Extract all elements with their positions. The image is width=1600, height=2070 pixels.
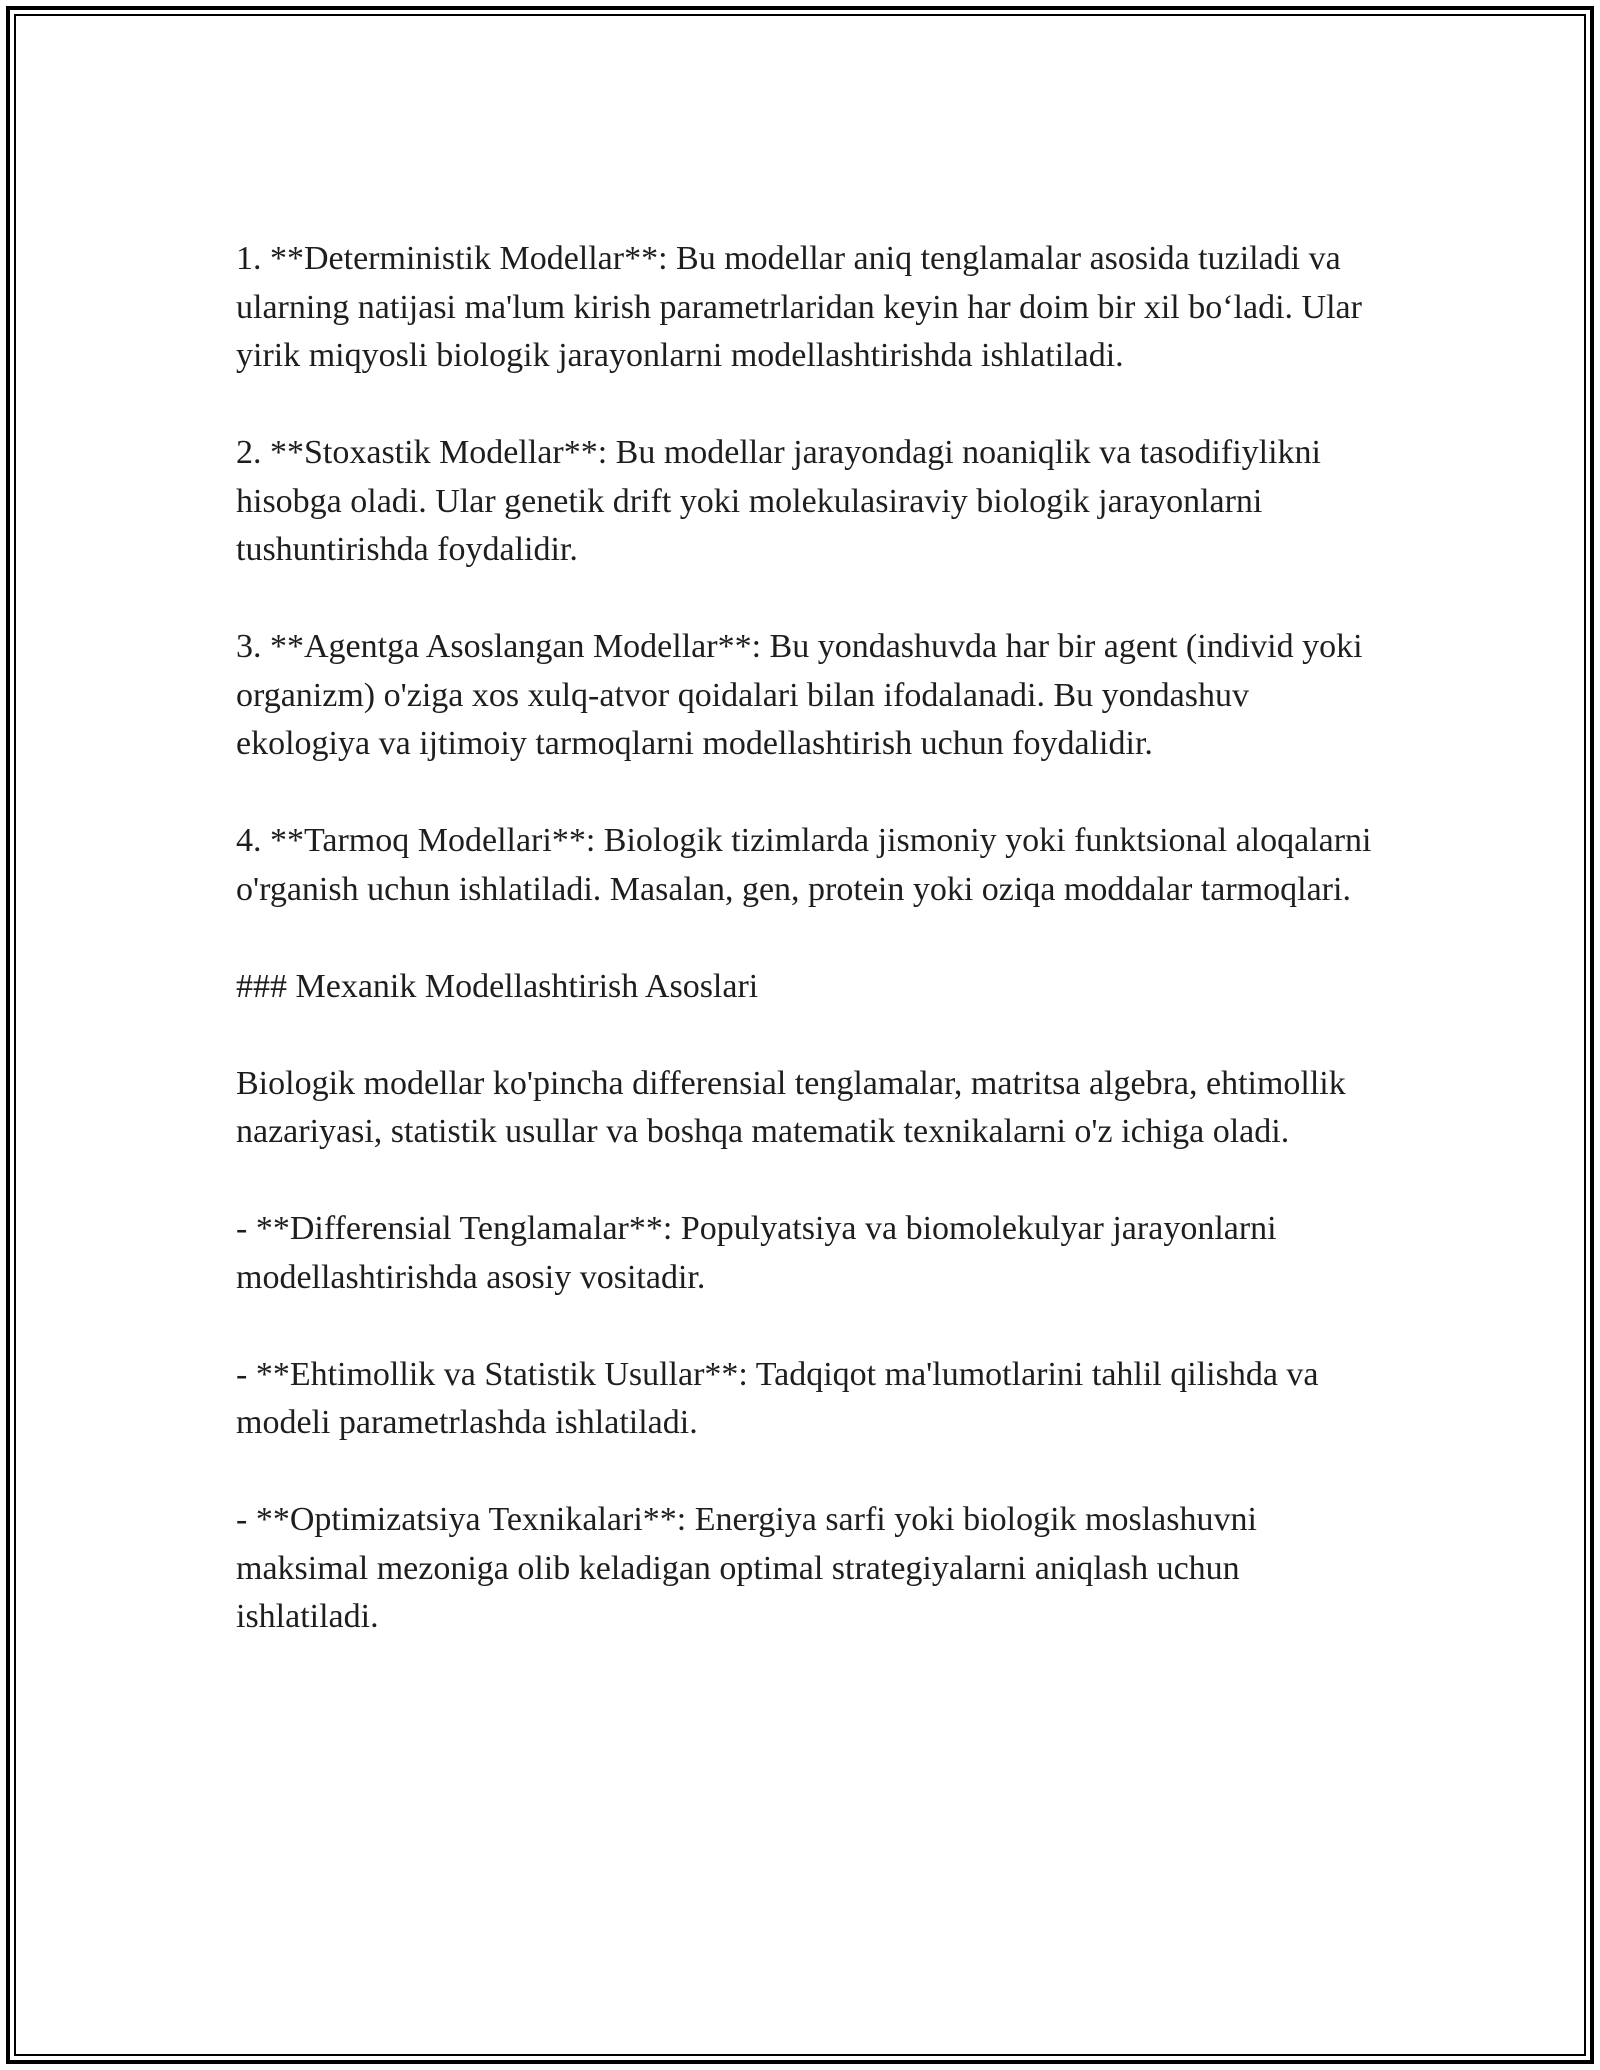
paragraph-intro: Biologik modellar ko'pincha differensial tenglamalar, matritsa algebra, ehtimollik nazariyasi, statistik usullar va boshqa matematik texnikalarni o'z ichiga oladi. bbox=[236, 1064, 1346, 1150]
paragraph-deterministic-models: 1. **Deterministik Modellar**: Bu modellar aniq tenglamalar asosida tuziladi va ularning natijasi ma'lum kirish parametrlaridan keyin har doim bir xil bo‘ladi. Ular yirik miqyosli biologik jarayonlarni modellashtirishda ishlatiladi. bbox=[236, 240, 1362, 374]
list-item-differential-equations: - **Differensial Tenglamalar**: Populyatsiya va biomolekulyar jarayonlarni modellashtirishda asosiy vositadir. bbox=[236, 1210, 1277, 1296]
list-item-optimization: - **Optimizatsiya Texnikalari**: Energiya sarfi yoki biologik moslashuvni maksimal mezoniga olib keladigan optimal strategiyalarni aniqlash uchun ishlatiladi. bbox=[236, 1501, 1257, 1635]
section-heading: ### Mexanik Modellashtirish Asoslari bbox=[236, 967, 759, 1005]
paragraph-stochastic-models: 2. **Stoxastik Modellar**: Bu modellar jarayondagi noaniqlik va tasodifiylikni hisobga oladi. Ular genetik drift yoki molekulasiraviy biologik jarayonlarni tushuntirishda foydalidir. bbox=[236, 434, 1321, 568]
list-item-probability-statistics: - **Ehtimollik va Statistik Usullar**: Tadqiqot ma'lumotlarini tahlil qilishda va modeli parametrlashda ishlatiladi. bbox=[236, 1355, 1319, 1441]
paragraph-agent-based-models: 3. **Agentga Asoslangan Modellar**: Bu yondashuvda har bir agent (individ yoki organizm) o'ziga xos xulq-atvor qoidalari bilan ifodalanadi. Bu yondashuv ekologiya va ijtimoiy tarmoqlarni modellashtirish uchun foydalidir. bbox=[236, 628, 1363, 762]
paragraph-network-models: 4. **Tarmoq Modellari**: Biologik tizimlarda jismoniy yoki funktsional aloqalarni o'rganish uchun ishlatiladi. Masalan, gen, protein yoki oziqa moddalar tarmoqlari. bbox=[236, 822, 1372, 908]
document-body bbox=[236, 235, 1376, 1642]
